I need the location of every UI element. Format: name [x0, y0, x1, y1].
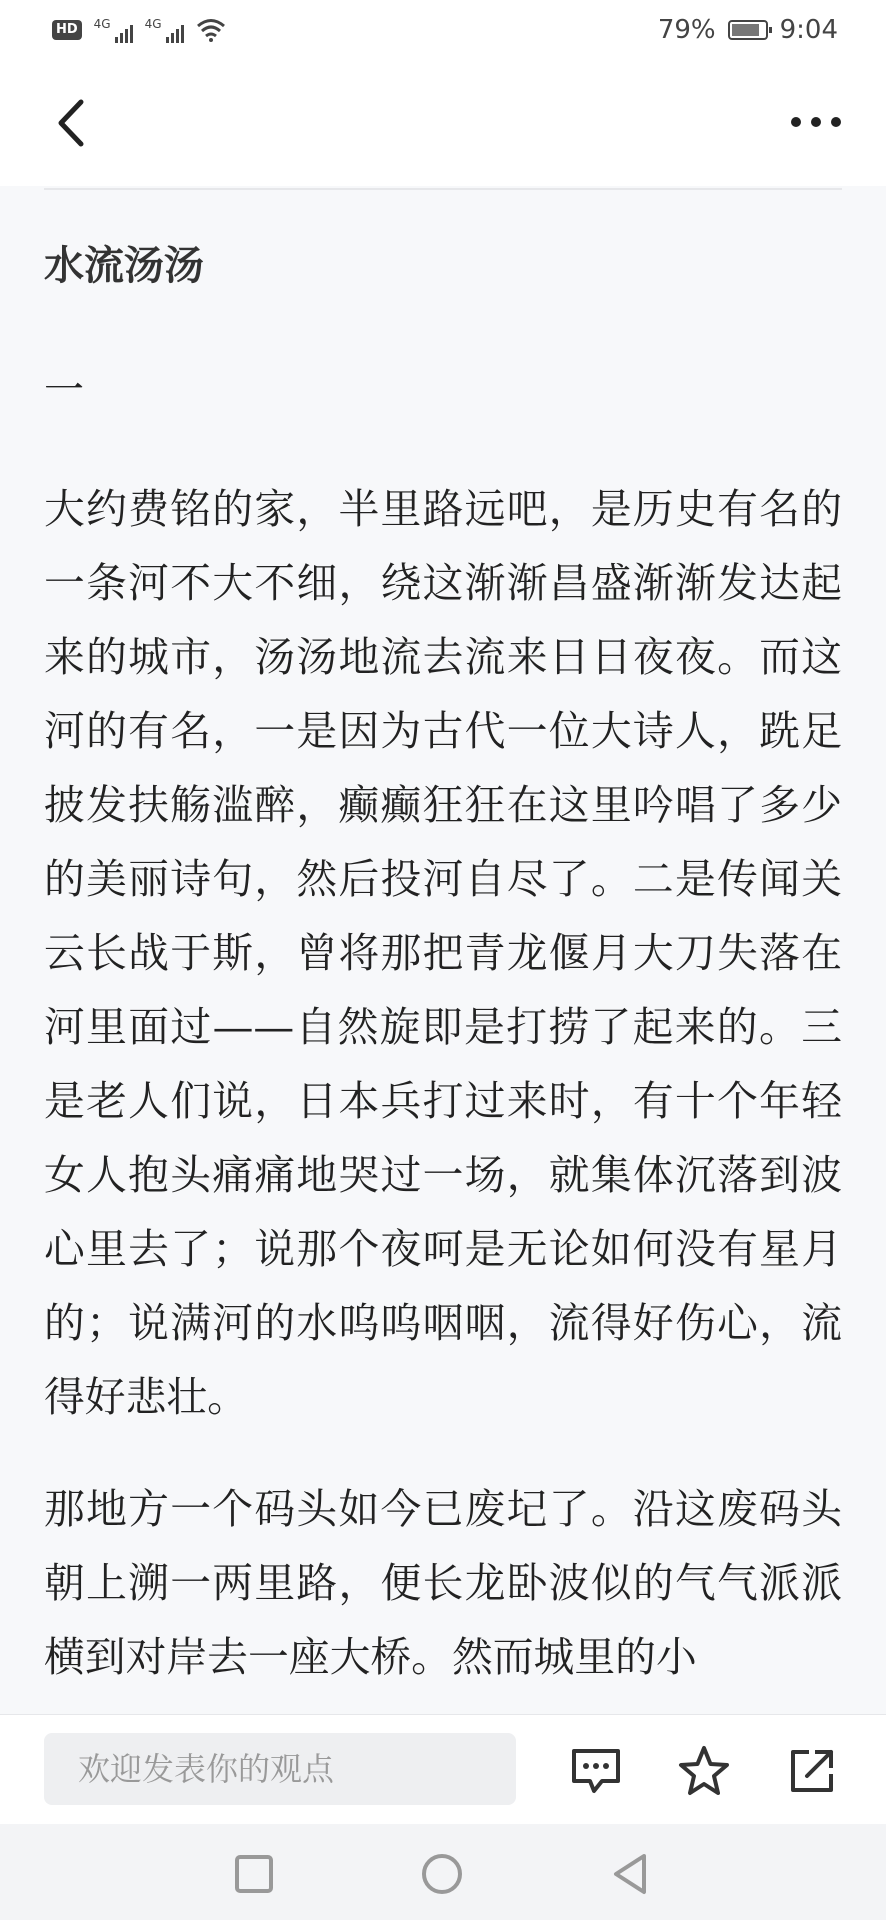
home-icon — [420, 1852, 464, 1896]
signal-icon-2 — [145, 17, 184, 43]
article-content[interactable] — [0, 186, 886, 1714]
comment-icon — [570, 1747, 622, 1795]
recent-apps-button[interactable] — [230, 1850, 278, 1898]
more-button[interactable] — [786, 102, 846, 142]
network-type-label: 4G — [93, 17, 111, 31]
favorite-button[interactable] — [676, 1743, 732, 1799]
clock: 9:04 — [779, 15, 838, 45]
home-button[interactable] — [418, 1850, 466, 1898]
section-number: 一 — [44, 367, 84, 413]
wifi-icon — [196, 18, 226, 42]
hd-badge: HD — [52, 20, 82, 40]
navigation-bar — [0, 1824, 886, 1920]
paragraph: 那地方一个码头如今已废圮了。沿这废码头朝上溯一两里路，便长龙卧波似的气气派派横到对岸去一座大桥。然而城里的小 — [44, 1485, 842, 1681]
signal-icon — [94, 17, 133, 43]
recent-apps-icon — [234, 1854, 274, 1894]
more-horizontal-icon — [790, 116, 842, 128]
battery-percent: 79% — [657, 15, 716, 45]
status-bar — [0, 0, 886, 60]
battery-icon — [728, 20, 768, 40]
divider — [44, 188, 842, 190]
comment-button[interactable] — [568, 1743, 624, 1799]
status-right — [658, 15, 838, 45]
share-button[interactable] — [784, 1743, 840, 1799]
back-button[interactable] — [46, 96, 94, 150]
article-title: 水流汤汤 — [44, 243, 204, 289]
share-icon — [787, 1746, 837, 1796]
comment-input[interactable] — [44, 1733, 516, 1805]
system-back-button[interactable] — [606, 1850, 654, 1898]
status-left — [52, 17, 226, 43]
back-triangle-icon — [610, 1852, 650, 1896]
chevron-left-icon — [55, 98, 85, 148]
comment-bar — [0, 1714, 886, 1825]
network-type-label-2: 4G — [144, 17, 162, 31]
star-icon — [677, 1745, 731, 1797]
paragraph: 大约费铭的家，半里路远吧，是历史有名的一条河不大不细，绕这渐渐昌盛渐渐发达起来的城市，汤汤地流去流来日日夜夜。而这河的有名，一是因为古代一位大诗人，跣足披发扶觞滥醉，癫癫狂狂在这里吟唱了多少的美丽诗句，然后投河自尽了。二是传闻关云长战于斯，曾将那把青龙偃月大刀失落在河里面过——自然旋即是打捞了起来的。三是老人们说，日本兵打过来时，有十个年轻女人抱头痛痛地哭过一场，就集体沉落到波心里去了；说那个夜呵是无论如何没有星月的；说满河的水呜呜咽咽，流得好伤心，流得好悲壮。 — [44, 485, 842, 1421]
top-bar — [0, 60, 886, 187]
